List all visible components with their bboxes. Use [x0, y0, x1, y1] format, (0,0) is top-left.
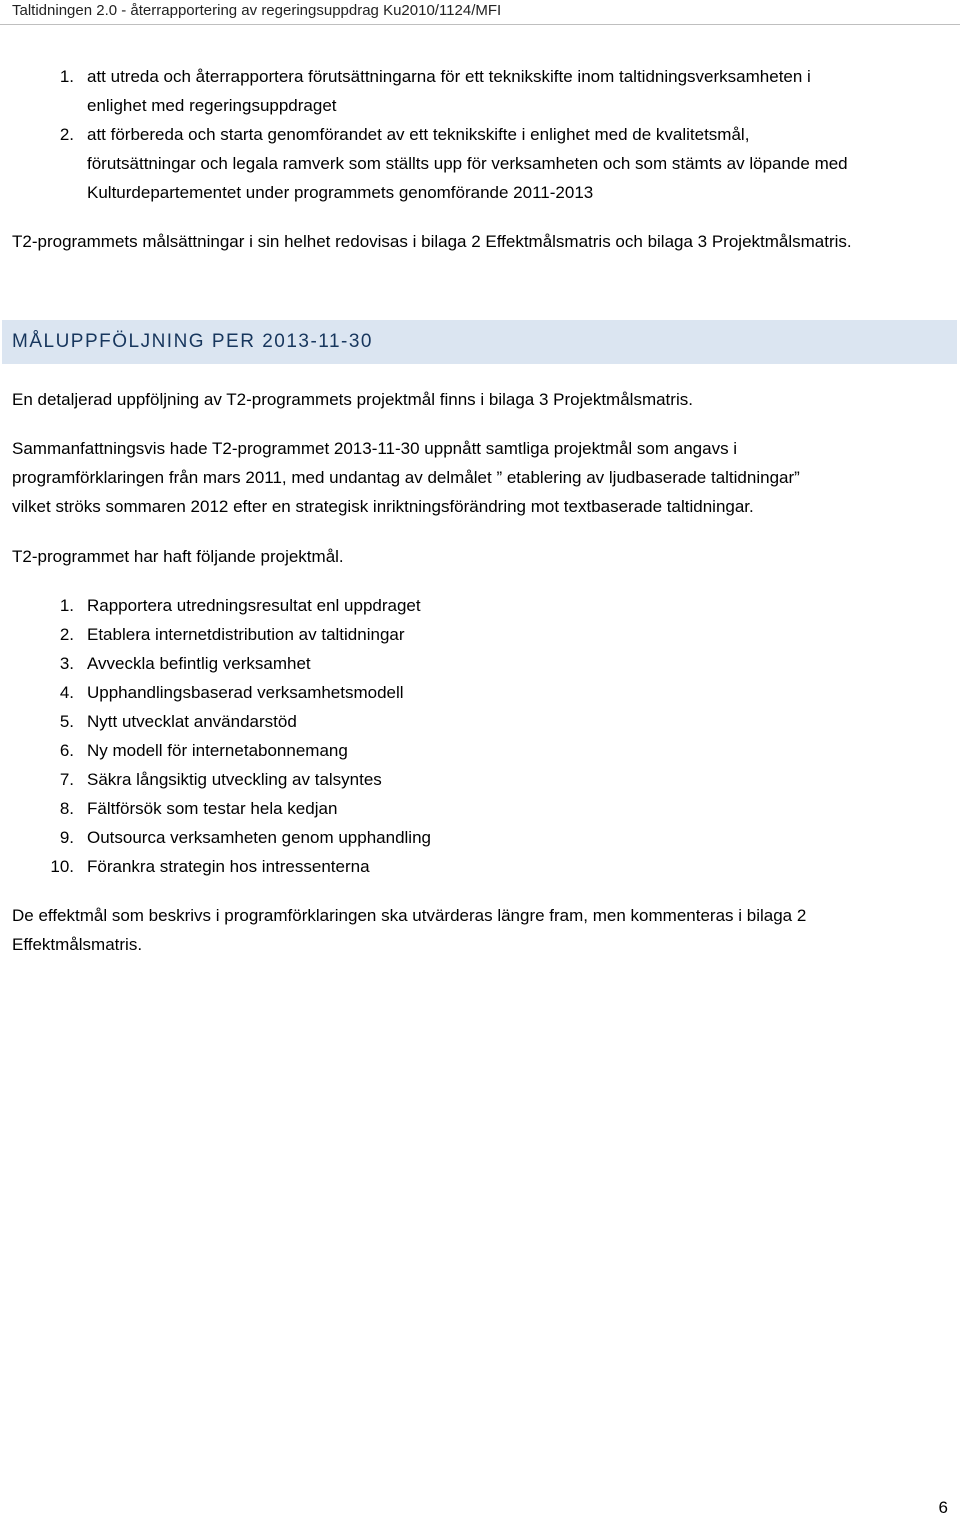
list-item: [0, 736, 431, 765]
list-item-text: Avveckla befintlig verksamhet: [87, 654, 311, 673]
list-item-text: Nytt utvecklat användarstöd: [87, 712, 297, 731]
list-item-text: Outsourca verksamheten genom upphandling: [87, 828, 431, 847]
list-item-text: Förankra strategin hos intressenterna: [87, 857, 370, 876]
list-item-text: Rapportera utredningsresultat enl uppdraget: [87, 596, 421, 615]
list-item-line: Kulturdepartementet under programmets genomförande 2011-2013: [87, 183, 594, 202]
running-header: Taltidningen 2.0 - återrapportering av regeringsuppdrag Ku2010/1124/MFI: [12, 2, 502, 19]
list-number: 1.: [59, 596, 74, 615]
list-item: [0, 649, 431, 678]
paragraph-line: vilket ströks sommaren 2012 efter en strategisk inriktningsförändring mot textbaserade taltidningar.: [12, 497, 754, 516]
list-item-line: att förbereda och starta genomförandet av ett teknikskifte i enlighet med de kvalitetsmål,: [87, 125, 750, 144]
list-item: [0, 707, 431, 736]
list-item-line: enlighet med regeringsuppdraget: [87, 96, 337, 115]
list-item-line: förutsättningar och legala ramverk som ställts upp för verksamheten och som stämts av löpande med: [87, 154, 848, 173]
summary-paragraph: [12, 434, 948, 521]
header-divider: [0, 24, 960, 25]
effect-paragraph: [12, 901, 948, 959]
list-item-line: att utreda och återrapportera förutsättningarna för ett teknikskifte inom taltidningsverksamheten i: [87, 67, 811, 86]
page-number: 6: [938, 1498, 948, 1517]
list-item: [0, 120, 848, 207]
paragraph-line: De effektmål som beskrivs i programförklaringen ska utvärderas längre fram, men kommenteras i bilaga 2: [12, 906, 807, 925]
section-title: MÅLUPPFÖLJNING PER 2013-11-30: [12, 331, 373, 352]
list-item-text: Etablera internetdistribution av taltidningar: [87, 625, 405, 644]
list-number: 4.: [59, 683, 74, 702]
list-number: 5.: [59, 712, 74, 731]
project-goals-list: [0, 591, 431, 881]
goals-paragraph: T2-programmets målsättningar i sin helhet redovisas i bilaga 2 Effektmålsmatris och bilaga 3 Projektmålsmatris.: [12, 232, 852, 251]
list-item: [0, 765, 431, 794]
list-number: 2.: [59, 125, 74, 144]
list-item: [0, 852, 431, 881]
list-item: [0, 678, 431, 707]
list-item: [0, 620, 431, 649]
projects-intro-paragraph: T2-programmet har haft följande projektmål.: [12, 547, 344, 566]
list-item: [0, 591, 431, 620]
detail-paragraph: En detaljerad uppföljning av T2-programmets projektmål finns i bilaga 3 Projektmålsmatris.: [12, 390, 693, 409]
section-heading-bar: [2, 320, 957, 364]
paragraph-line: Sammanfattningsvis hade T2-programmet 2013-11-30 uppnått samtliga projektmål som angavs i: [12, 439, 738, 458]
list-item-text: Ny modell för internetabonnemang: [87, 741, 348, 760]
list-item-text: Fältförsök som testar hela kedjan: [87, 799, 338, 818]
list-number: 7.: [59, 770, 74, 789]
paragraph-line: Effektmålsmatris.: [12, 935, 143, 954]
list-number: 2.: [59, 625, 74, 644]
list-item-text: Säkra långsiktig utveckling av talsyntes: [87, 770, 382, 789]
list-number: 9.: [59, 828, 74, 847]
paragraph-line: programförklaringen från mars 2011, med undantag av delmålet ” etablering av ljudbaserade taltidningar”: [12, 468, 800, 487]
list-number: 6.: [59, 741, 74, 760]
list-number: 8.: [59, 799, 74, 818]
intro-list: [0, 62, 848, 207]
list-item-text: Upphandlingsbaserad verksamhetsmodell: [87, 683, 404, 702]
list-number: 3.: [59, 654, 74, 673]
list-number: 10.: [50, 857, 74, 876]
list-number: 1.: [59, 67, 74, 86]
list-item: [0, 794, 431, 823]
list-item: [0, 823, 431, 852]
list-item: [0, 62, 848, 120]
